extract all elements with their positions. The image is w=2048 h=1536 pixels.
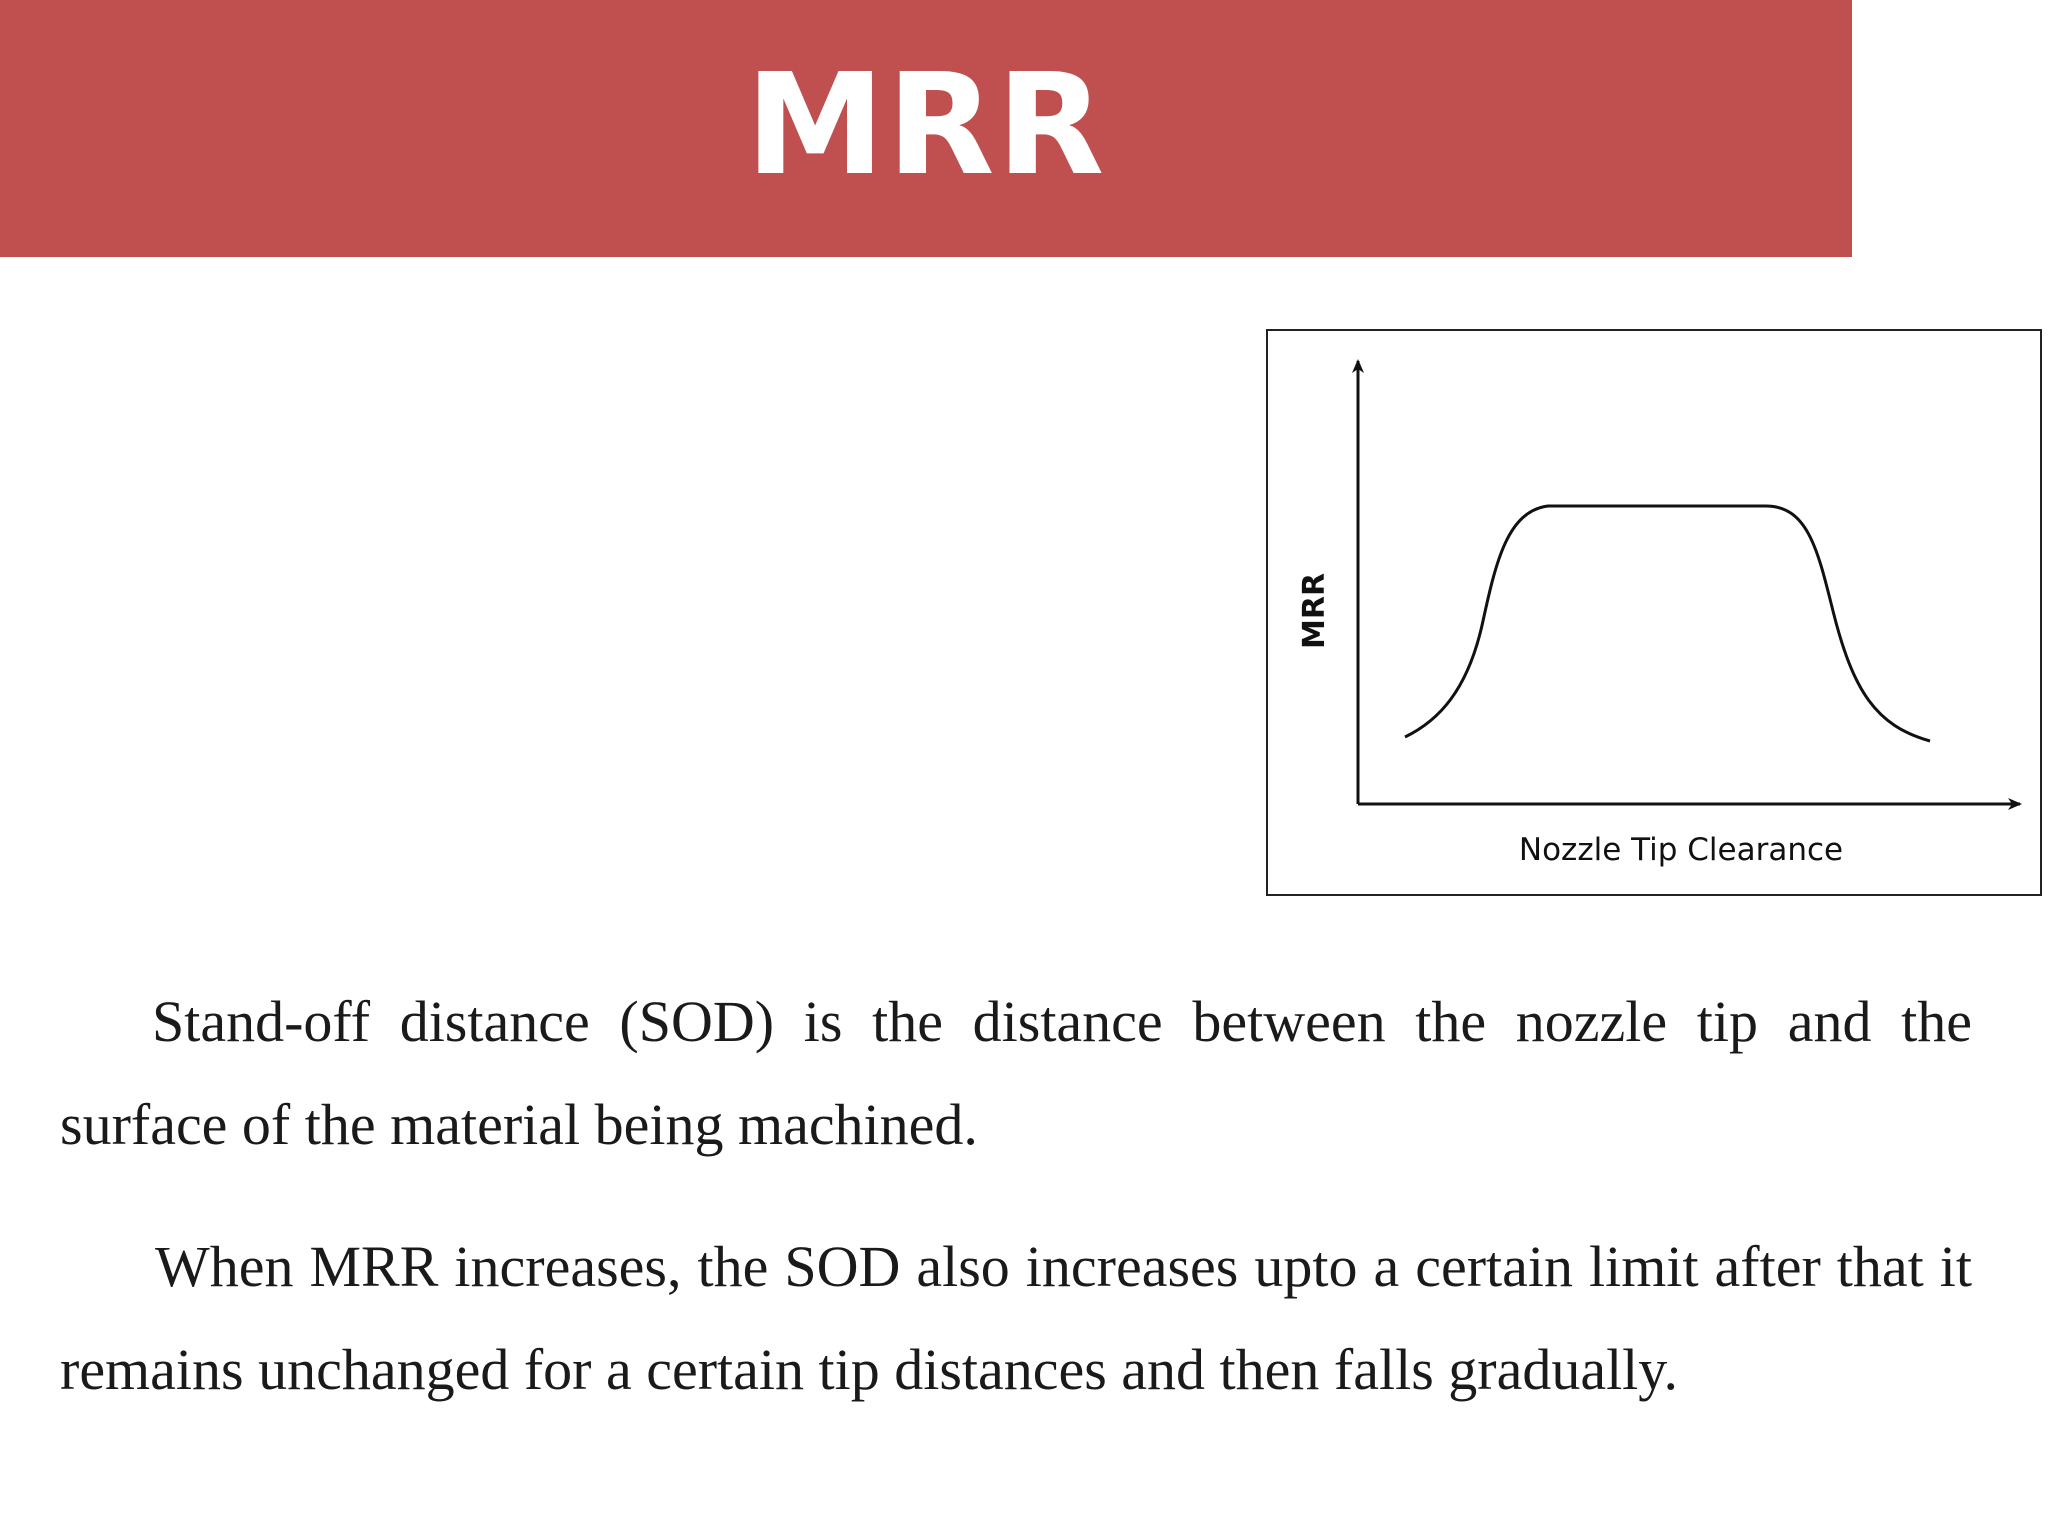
slide-title: MRR — [745, 43, 1107, 207]
mrr-curve-figure — [1266, 329, 2042, 896]
mrr-curve — [1405, 506, 1930, 741]
y-axis-label: MRR — [1297, 572, 1332, 649]
paragraph-sod-definition: Stand-off distance (SOD) is the distance between the nozzle tip and the surface of the material being machined. — [60, 989, 1972, 1157]
title-bar — [0, 0, 1852, 257]
x-axis-label: Nozzle Tip Clearance — [1518, 832, 1844, 868]
mrr-curve-svg — [1268, 331, 2044, 898]
paragraph-mrr-relationship: When MRR increases, the SOD also increases upto a certain limit after that it remains unchanged for a certain tip distances and then falls gradually. — [60, 1234, 1972, 1402]
